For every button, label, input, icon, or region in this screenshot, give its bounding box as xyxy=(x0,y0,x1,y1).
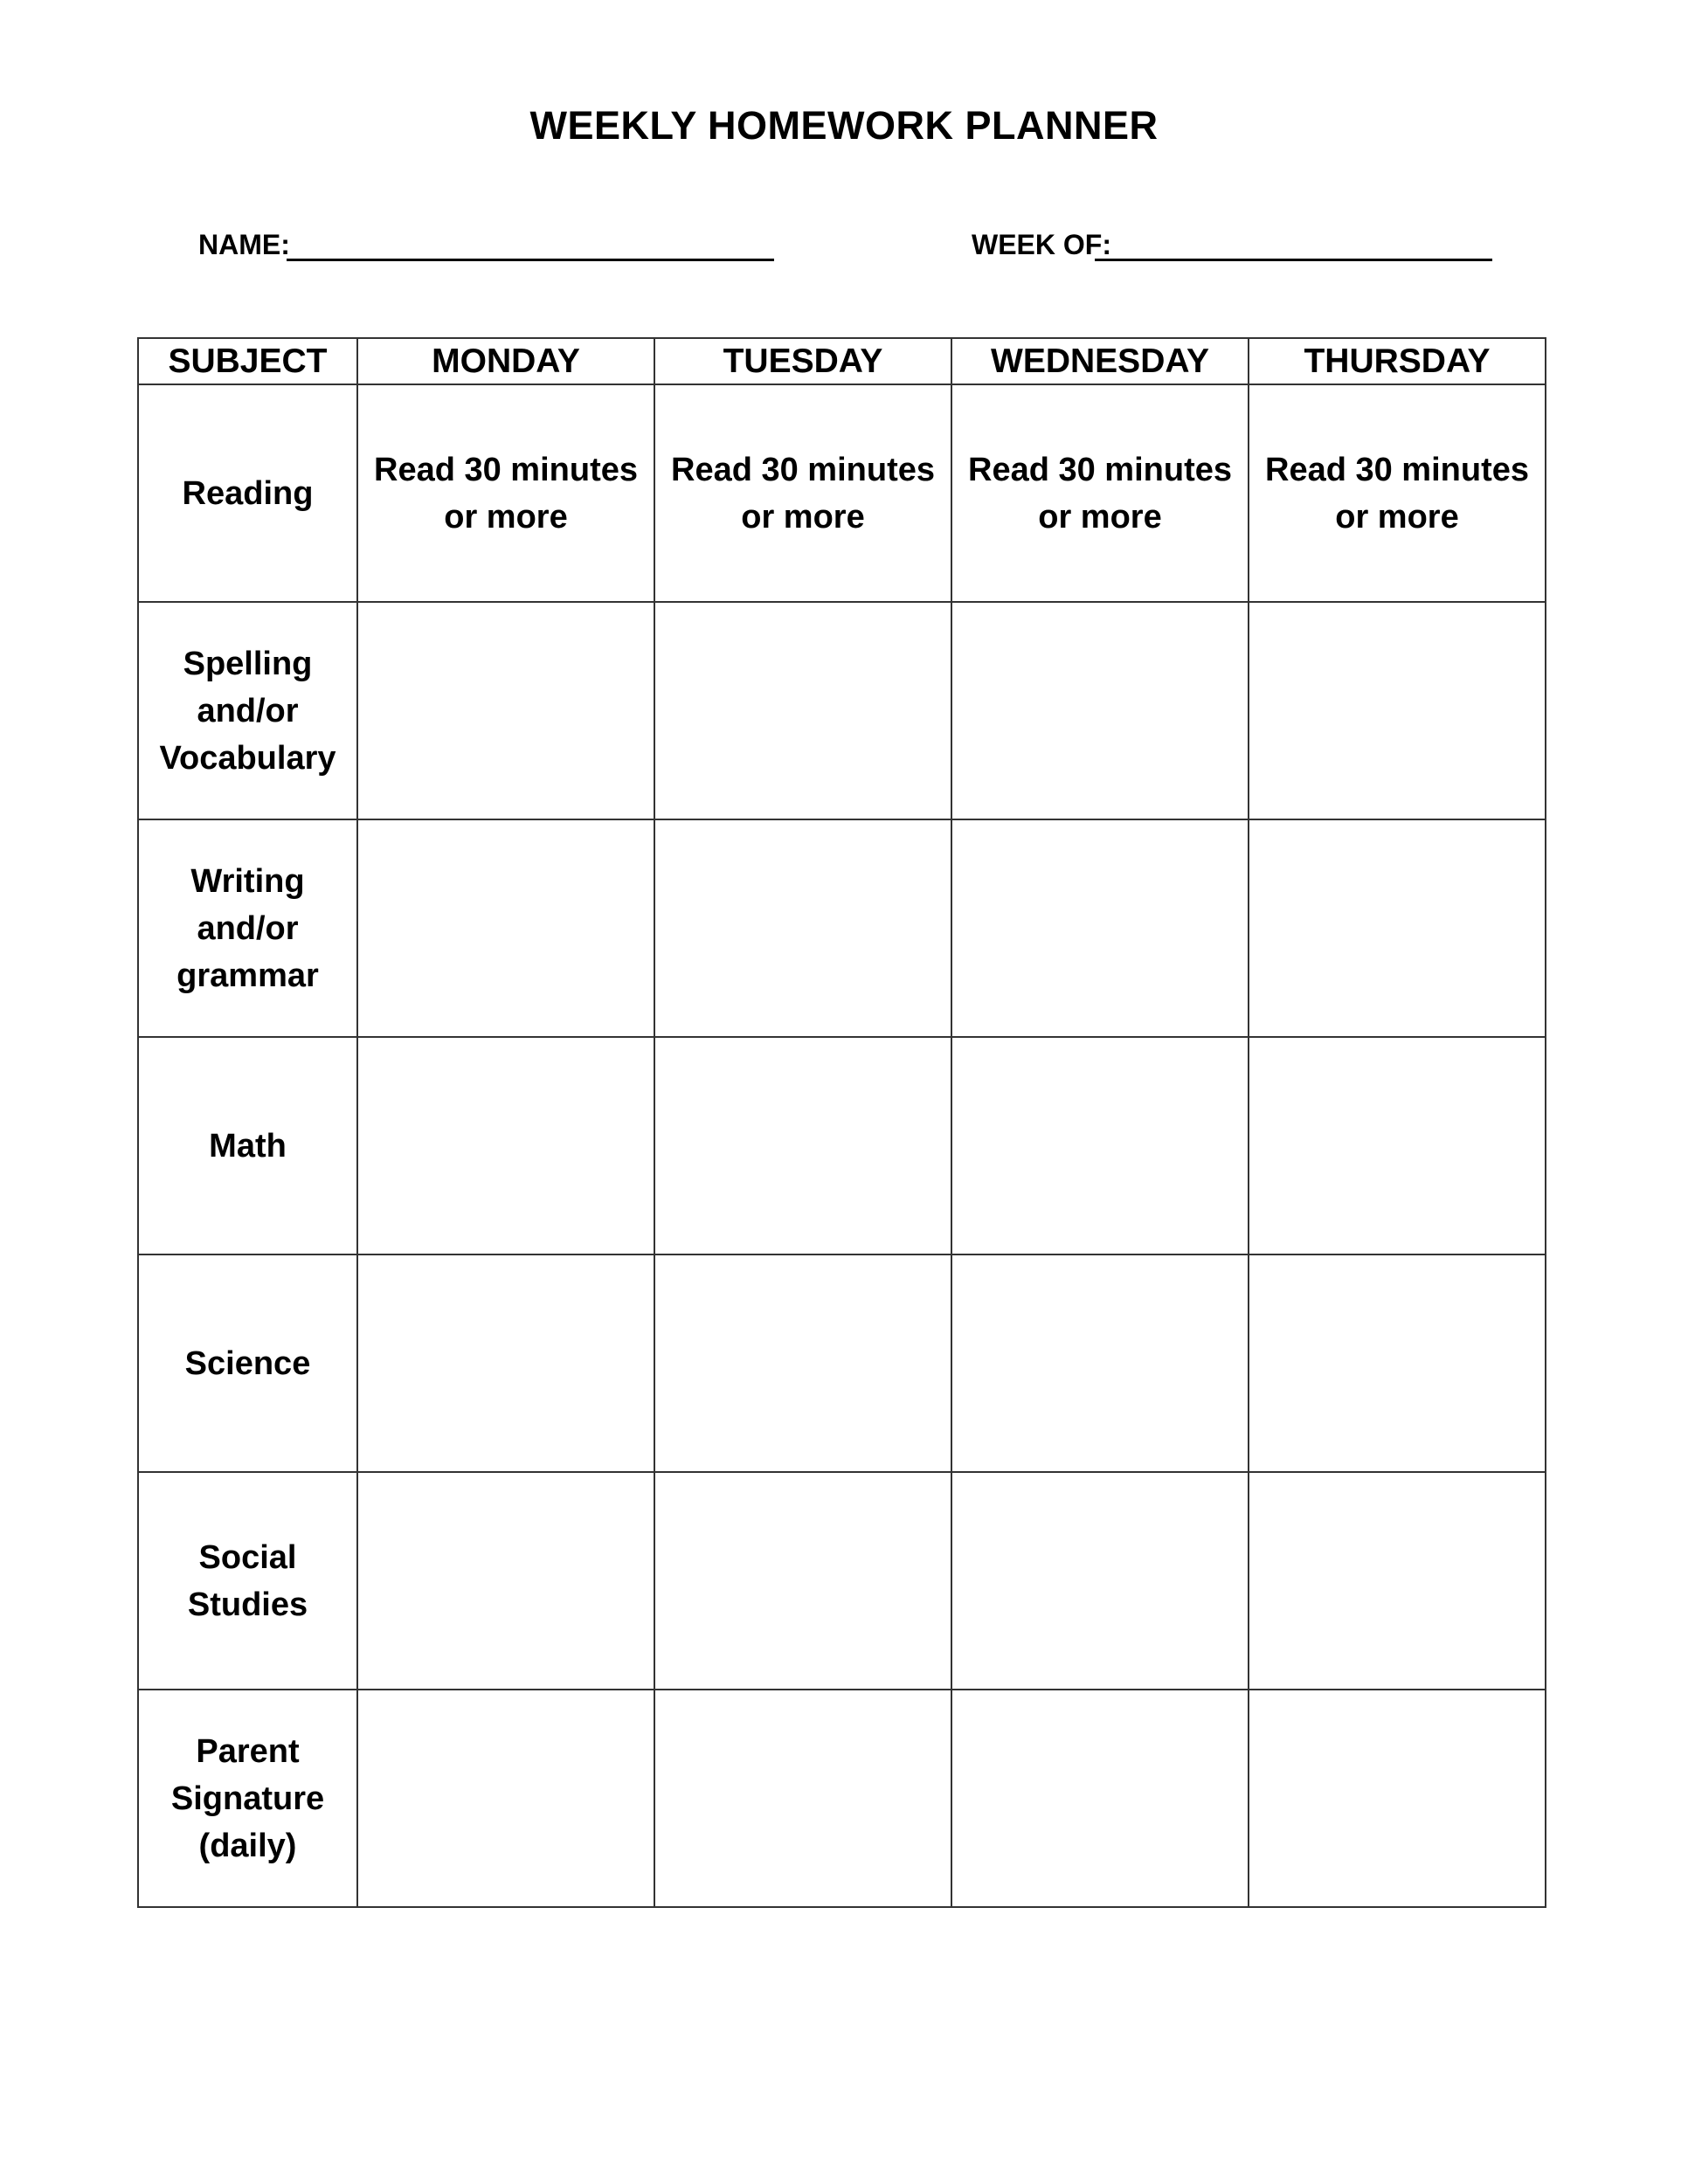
subject-reading: Reading xyxy=(138,384,357,602)
spelling-tuesday-cell[interactable] xyxy=(654,602,951,819)
science-tuesday-cell[interactable] xyxy=(654,1254,951,1472)
writing-monday-cell[interactable] xyxy=(357,819,654,1037)
writing-thursday-cell[interactable] xyxy=(1249,819,1546,1037)
table-row xyxy=(138,1037,1546,1254)
subject-science: Science xyxy=(138,1254,357,1472)
header-tuesday: TUESDAY xyxy=(654,338,951,384)
writing-tuesday-cell[interactable] xyxy=(654,819,951,1037)
homework-planner-table xyxy=(137,337,1546,1908)
math-monday-cell[interactable] xyxy=(357,1037,654,1254)
signature-tuesday-cell[interactable] xyxy=(654,1690,951,1907)
table-row xyxy=(138,384,1546,602)
science-wednesday-cell[interactable] xyxy=(951,1254,1249,1472)
reading-monday-cell[interactable]: Read 30 minutes or more xyxy=(357,384,654,602)
math-thursday-cell[interactable] xyxy=(1249,1037,1546,1254)
subject-parent-signature: Parent Signature (daily) xyxy=(138,1690,357,1907)
table-row xyxy=(138,819,1546,1037)
social-studies-thursday-cell[interactable] xyxy=(1249,1472,1546,1690)
spelling-thursday-cell[interactable] xyxy=(1249,602,1546,819)
subject-writing-grammar: Writing and/or grammar xyxy=(138,819,357,1037)
week-of-label: WEEK OF: xyxy=(972,229,1111,260)
header-monday: MONDAY xyxy=(357,338,654,384)
social-studies-monday-cell[interactable] xyxy=(357,1472,654,1690)
writing-wednesday-cell[interactable] xyxy=(951,819,1249,1037)
social-studies-wednesday-cell[interactable] xyxy=(951,1472,1249,1690)
name-label: NAME: xyxy=(198,229,290,260)
signature-wednesday-cell[interactable] xyxy=(951,1690,1249,1907)
header-subject: SUBJECT xyxy=(138,338,357,384)
science-monday-cell[interactable] xyxy=(357,1254,654,1472)
signature-thursday-cell[interactable] xyxy=(1249,1690,1546,1907)
subject-math: Math xyxy=(138,1037,357,1254)
spelling-wednesday-cell[interactable] xyxy=(951,602,1249,819)
table-header-row xyxy=(138,338,1546,384)
table-row xyxy=(138,1690,1546,1907)
reading-wednesday-cell[interactable]: Read 30 minutes or more xyxy=(951,384,1249,602)
week-of-field[interactable] xyxy=(1095,259,1492,261)
math-wednesday-cell[interactable] xyxy=(951,1037,1249,1254)
reading-tuesday-cell[interactable]: Read 30 minutes or more xyxy=(654,384,951,602)
table-row xyxy=(138,1472,1546,1690)
table-row xyxy=(138,602,1546,819)
reading-thursday-cell[interactable]: Read 30 minutes or more xyxy=(1249,384,1546,602)
spelling-monday-cell[interactable] xyxy=(357,602,654,819)
science-thursday-cell[interactable] xyxy=(1249,1254,1546,1472)
name-field[interactable] xyxy=(287,259,774,261)
signature-monday-cell[interactable] xyxy=(357,1690,654,1907)
table-row xyxy=(138,1254,1546,1472)
page-title: WEEKLY HOMEWORK PLANNER xyxy=(529,103,1159,148)
subject-social-studies: Social Studies xyxy=(138,1472,357,1690)
header-thursday: THURSDAY xyxy=(1249,338,1546,384)
subject-spelling-vocabulary: Spelling and/or Vocabulary xyxy=(138,602,357,819)
social-studies-tuesday-cell[interactable] xyxy=(654,1472,951,1690)
header-wednesday: WEDNESDAY xyxy=(951,338,1249,384)
math-tuesday-cell[interactable] xyxy=(654,1037,951,1254)
